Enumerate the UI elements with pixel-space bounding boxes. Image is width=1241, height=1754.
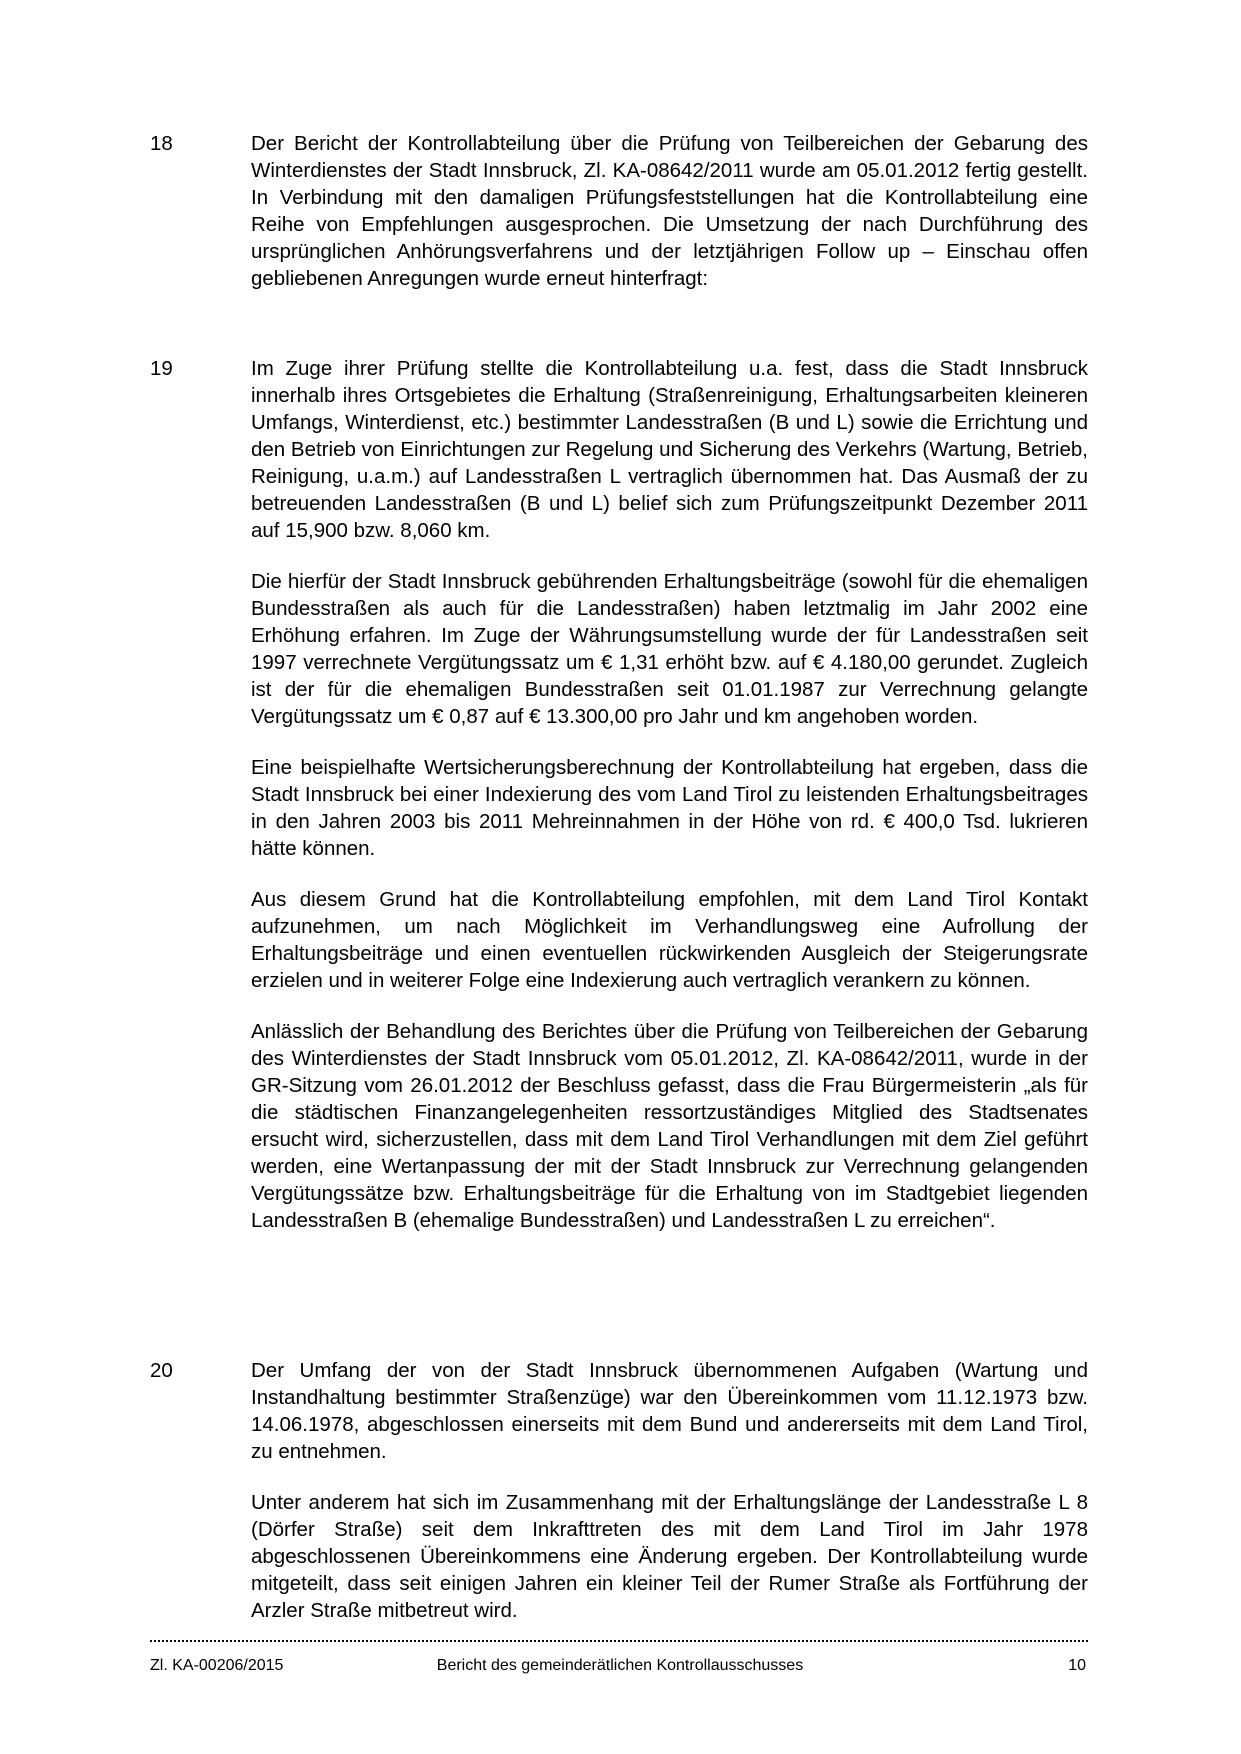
footer-divider — [150, 1640, 1088, 1642]
paragraph: Aus diesem Grund hat die Kontrollabteilung empfohlen, mit dem Land Tirol Kontakt aufzunehmen, um nach Möglichkeit im Verhandlungsweg eine Aufrollung der Erhaltungsbeiträge und einen eventuellen rückwirkenden Ausgleich der Steigerungsrate erzielen und in weiterer Folge eine Indexierung auch vertraglich verankern zu können. — [251, 888, 1088, 992]
paragraph: Anlässlich der Behandlung des Berichtes über die Prüfung von Teilbereichen der Gebarung des Winterdienstes der Stadt Innsbruck vom 05.01.2012, Zl. KA-08642/2011, wurde in der GR-Sitzung vom 26.01.2012 der Beschluss gefasst, dass die Frau Bürgermeisterin „als für die städtischen Finanzangelegenheiten ressortzuständiges Mitglied des Stadtsenates ersucht wird, sicherzustellen, dass mit dem Land Tirol Verhandlungen mit dem Ziel geführt werden, eine Wertanpassung der mit der Stadt Innsbruck zur Verrechnung gelangenden Vergütungssätze bzw. Erhaltungsbeiträge für die Erhaltung von im Stadtgebiet liegenden Landesstraßen B (ehemalige Bundesstraßen) und Landesstraßen L zu erreichen“. — [251, 1020, 1088, 1232]
paragraph: Die hierfür der Stadt Innsbruck gebührenden Erhaltungsbeiträge (sowohl für die ehemaligen Bundesstraßen als auch für die Landesstraßen) haben letztmalig im Jahr 2002 eine Erhöhung erfahren. Im Zuge der Währungsumstellung wurde der für Landesstraßen seit 1997 verrechnete Vergütungssatz um € 1,31 erhöht bzw. auf € 4.180,00 gerundet. Zugleich ist der für die ehemaligen Bundesstraßen seit 01.01.1987 zur Verrechnung gelangte Vergütungssatz um € 0,87 auf € 13.300,00 pro Jahr und km angehoben worden. — [251, 570, 1088, 728]
paragraph: Der Umfang der von der Stadt Innsbruck übernommenen Aufgaben (Wartung und Instandhaltung bestimmter Straßenzüge) war den Übereinkommen vom 11.12.1973 bzw. 14.06.1978, abgeschlossen einerseits mit dem Bund und andererseits mit dem Land Tirol, zu entnehmen. — [251, 1359, 1088, 1463]
section-number: 20 — [150, 1359, 173, 1382]
paragraph: Eine beispielhafte Wertsicherungsberechnung der Kontrollabteilung hat ergeben, dass die Stadt Innsbruck bei einer Indexierung des vom Land Tirol zu leistenden Erhaltungsbeitrages in den Jahren 2003 bis 2011 Mehreinnahmen in der Höhe von rd. € 400,0 Tsd. lukrieren hätte können. — [251, 756, 1088, 860]
section-body — [251, 1357, 1088, 1648]
paragraph: Unter anderem hat sich im Zusammenhang mit der Erhaltungslänge der Landesstraße L 8 (Dörfer Straße) seit dem Inkrafttreten des mit dem Land Tirol im Jahr 1978 abgeschlossenen Übereinkommens eine Änderung ergeben. Der Kontrollabteilung wurde mitgeteilt, dass seit einigen Jahren ein kleiner Teil der Rumer Straße als Fortführung der Arzler Straße mitbetreut wird. — [251, 1491, 1088, 1622]
section-body — [251, 355, 1088, 1258]
section-number: 18 — [150, 132, 173, 155]
section-body — [251, 130, 1088, 316]
section-number: 19 — [150, 357, 173, 380]
paragraph: Im Zuge ihrer Prüfung stellte die Kontrollabteilung u.a. fest, dass die Stadt Innsbruck innerhalb ihres Ortsgebietes die Erhaltung (Straßenreinigung, Erhaltungsarbeiten kleineren Umfangs, Winterdienst, etc.) bestimmter Landesstraßen (B und L) sowie die Errichtung und den Betrieb von Einrichtungen zur Regelung und Sicherung des Verkehrs (Wartung, Betrieb, Reinigung, u.a.m.) auf Landesstraßen L vertraglich übernommen hat. Das Ausmaß der zu betreuenden Landesstraßen (B und L) belief sich zum Prüfungszeitpunkt Dezember 2011 auf 15,900 bzw. 8,060 km. — [251, 357, 1088, 542]
paragraph: Der Bericht der Kontrollabteilung über die Prüfung von Teilbereichen der Gebarung des Winterdienstes der Stadt Innsbruck, Zl. KA-08642/2011 wurde am 05.01.2012 fertig gestellt. In Verbindung mit den damaligen Prüfungsfeststellungen hat die Kontrollabteilung eine Reihe von Empfehlungen ausgesprochen. Die Umsetzung der nach Durchführung des ursprünglichen Anhörungsverfahrens und der letztjährigen Follow up – Einschau offen gebliebenen Anregungen wurde erneut hinterfragt: — [251, 132, 1088, 290]
footer-title: Bericht des gemeinderätlichen Kontrollausschusses — [436, 1657, 804, 1674]
page-number: 10 — [1068, 1657, 1086, 1674]
footer-reference: Zl. KA-00206/2015 — [150, 1657, 284, 1674]
